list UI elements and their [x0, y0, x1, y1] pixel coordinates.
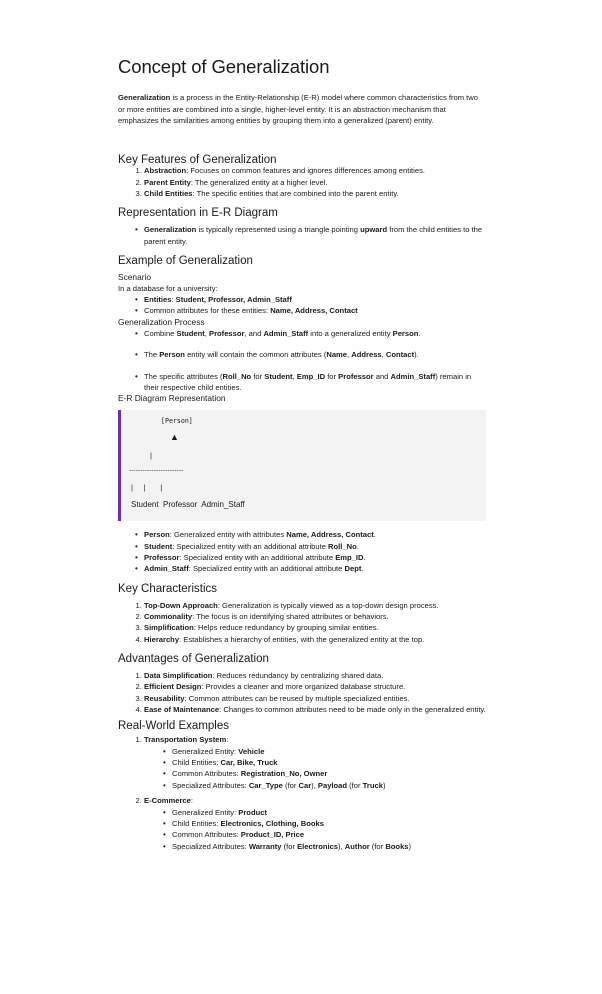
- item-term: Reusability: [144, 693, 185, 703]
- list-item: [144, 349, 486, 360]
- bold: Student: [264, 371, 293, 381]
- item-bold: Car_Type: [248, 780, 283, 790]
- list-item: [172, 807, 486, 818]
- diagram-dashes: ------------------------: [129, 467, 184, 475]
- list-item: [144, 563, 486, 574]
- text: ) remain in their respective child entities.: [144, 371, 472, 392]
- characteristics-heading: Key Characteristics: [118, 582, 218, 595]
- bold: Person: [159, 350, 185, 360]
- item-text: (for: [369, 841, 386, 851]
- list-item: [144, 611, 486, 622]
- item-term: Ease of Maintenance: [144, 705, 220, 715]
- list-item: [144, 165, 486, 176]
- item-bold: Product: [238, 807, 267, 817]
- item-bold: Product_ID, Price: [240, 830, 305, 840]
- entity-list: [118, 529, 486, 575]
- item-term: Professor: [144, 552, 180, 562]
- scenario-text: In a database for a university:: [118, 283, 218, 293]
- item-text: (for: [281, 841, 298, 851]
- list-item: [172, 746, 486, 757]
- item-text: Specialized Attributes:: [172, 841, 249, 851]
- item-term: Parent Entity: [144, 177, 191, 187]
- item-text: Specialized Attributes:: [172, 780, 249, 790]
- list-item: [172, 841, 486, 852]
- item-term: Entities: [144, 295, 172, 305]
- item-bold: Student, Professor, Admin_Staff: [175, 295, 292, 305]
- text: Combine: [144, 328, 177, 338]
- representation-section: [118, 207, 486, 247]
- item-text: :: [190, 796, 193, 806]
- bold: Professor: [209, 328, 245, 338]
- bold: Contact: [385, 350, 415, 360]
- text: and: [373, 371, 391, 381]
- item-term: Abstraction: [144, 166, 187, 176]
- real-world-heading: Real-World Examples: [118, 720, 229, 733]
- item-bold: Registration_No, Owner: [240, 769, 328, 779]
- process-list: [118, 328, 486, 394]
- item-term: Transportation System: [144, 735, 227, 745]
- list-item: [144, 600, 486, 611]
- item-term: Top-Down Approach: [144, 600, 218, 610]
- item-text: : Specialized entity with an additional attribute: [188, 564, 345, 574]
- item-text: : Specialized entity with an additional attribute: [172, 541, 329, 551]
- bold: Person: [392, 328, 419, 338]
- text: .: [418, 328, 421, 338]
- text: entity will contain the common attributes (: [184, 350, 327, 360]
- text: ,: [381, 350, 386, 360]
- list-item: [144, 634, 486, 645]
- item-text: .: [356, 541, 359, 551]
- key-features-heading: Key Features of Generalization: [118, 154, 277, 167]
- item-text: Child Entities:: [172, 819, 221, 829]
- list-item: [172, 818, 486, 829]
- text: , and: [244, 328, 264, 338]
- item-text: : The generalized entity at a higher level.: [190, 177, 328, 187]
- advantages-list: [118, 670, 486, 716]
- advantages-section: [118, 653, 486, 715]
- list-item: [144, 177, 486, 188]
- sub-list: [144, 807, 486, 853]
- scenario-list: [118, 294, 486, 317]
- bold: Address: [351, 350, 382, 360]
- item-bold: upward: [360, 225, 388, 235]
- item-text: .: [361, 564, 364, 574]
- list-item: [144, 294, 486, 305]
- item-bold: Car: [298, 780, 312, 790]
- item-text: ),: [338, 841, 345, 851]
- text: The specific attributes (: [144, 371, 223, 381]
- diagram-pipe: |: [150, 451, 152, 461]
- text: ).: [414, 350, 419, 360]
- item-bold: Warranty: [248, 841, 282, 851]
- list-item: [144, 795, 486, 852]
- text: ,: [204, 328, 209, 338]
- list-item: [172, 829, 486, 840]
- item-bold: Electronics: [297, 841, 339, 851]
- example-section: [118, 255, 486, 575]
- item-bold: Dept: [344, 564, 362, 574]
- item-text: Common Attributes:: [172, 830, 241, 840]
- item-text: : Generalized entity with attributes: [169, 530, 287, 540]
- item-term: Child Entities: [144, 188, 193, 198]
- list-item: [144, 622, 486, 633]
- process-heading: Generalization Process: [118, 316, 205, 327]
- item-term: Person: [144, 530, 170, 540]
- item-term: Commonality: [144, 611, 193, 621]
- list-item: [144, 371, 486, 394]
- item-text: : Establishes a hierarchy of entities, with the generalized entity at the top.: [179, 634, 425, 644]
- item-text: : Reduces redundancy by centralizing shared data.: [212, 670, 384, 680]
- text: ,: [347, 350, 352, 360]
- characteristics-section: [118, 583, 486, 645]
- item-text: Common Attributes:: [172, 769, 241, 779]
- item-text: : Helps reduce redundancy by grouping similar entities.: [193, 623, 379, 633]
- item-text: : Provides a cleaner and more organized database structure.: [201, 682, 406, 692]
- item-bold: Name, Address, Contact: [286, 530, 374, 540]
- item-bold: Author: [344, 841, 370, 851]
- item-bold: Roll_No: [328, 541, 357, 551]
- item-text: : Generalization is typically viewed as a top-down design process.: [217, 600, 439, 610]
- example-heading: Example of Generalization: [118, 254, 253, 267]
- characteristics-list: [118, 600, 486, 646]
- bold: Name: [326, 350, 348, 360]
- er-diagram-code-block: [118, 410, 486, 521]
- intro-paragraph: [118, 92, 486, 126]
- item-text: Generalized Entity:: [172, 746, 239, 756]
- item-text: Common attributes for these entities:: [144, 306, 271, 316]
- document-content: [118, 56, 486, 856]
- real-world-section: [118, 720, 486, 852]
- item-term: Data Simplification: [144, 670, 213, 680]
- text: for: [325, 371, 339, 381]
- list-item: [144, 224, 486, 247]
- item-text: ): [382, 780, 386, 790]
- representation-list: [118, 224, 486, 247]
- list-item: [172, 780, 486, 791]
- bold: Professor: [338, 371, 374, 381]
- er-diagram-heading: E-R Diagram Representation: [118, 393, 226, 404]
- item-bold: Emp_ID: [335, 552, 364, 562]
- generalization-triangle-icon: ▲: [170, 432, 179, 443]
- list-item: [144, 704, 486, 715]
- item-text: is typically represented using a triangle pointing: [196, 225, 361, 235]
- representation-heading: Representation in E-R Diagram: [118, 207, 278, 220]
- item-term: Efficient Design: [144, 682, 202, 692]
- key-features-section: [118, 154, 486, 199]
- list-item: [172, 757, 486, 768]
- item-bold: Car, Bike, Truck: [220, 758, 278, 768]
- list-item: [144, 670, 486, 681]
- text: ,: [292, 371, 297, 381]
- item-text: : The specific entities that are combined into the parent entity.: [192, 188, 399, 198]
- item-bold: Electronics, Clothing, Books: [220, 819, 324, 829]
- bold: Admin_Staff: [263, 328, 309, 338]
- item-term: Admin_Staff: [144, 564, 189, 574]
- item-text: : Specialized entity with an additional attribute: [179, 552, 336, 562]
- item-term: Simplification: [144, 623, 194, 633]
- list-item: [144, 541, 486, 552]
- item-text: : Common attributes can be reused by multiple specialized entities.: [184, 693, 410, 703]
- bold: Roll_No: [222, 371, 252, 381]
- list-item: [172, 768, 486, 779]
- list-item: [144, 328, 486, 339]
- list-item: [144, 188, 486, 199]
- text: for: [251, 371, 265, 381]
- scenario-heading: Scenario: [118, 271, 152, 282]
- item-text: .: [363, 552, 366, 562]
- item-text: .: [373, 530, 376, 540]
- item-text: Child Entities:: [172, 758, 221, 768]
- list-item: [144, 529, 486, 540]
- diagram-person: [Person]: [161, 417, 193, 426]
- item-text: : The focus is on identifying shared attributes or behaviors.: [192, 611, 389, 621]
- item-text: from the child entities to the parent entity.: [144, 225, 483, 246]
- sub-list: [144, 746, 486, 792]
- item-text: : Focuses on common features and ignores differences among entities.: [186, 166, 425, 176]
- item-text: (for: [282, 780, 299, 790]
- key-features-list: [118, 165, 486, 199]
- bold: Emp_ID: [296, 371, 326, 381]
- bold: Student: [176, 328, 205, 338]
- intro-text: is a process in the Entity-Relationship (E-R) model where common characteristics from two or more entities are combined into a single, higher-level entity. It is an abstraction mechanism that emphasizes the similarities among entities by grouping them into a generalized (parent) entity.: [118, 93, 478, 125]
- item-text: :: [226, 735, 229, 745]
- item-bold: Vehicle: [238, 746, 265, 756]
- diagram-pipes: | | |: [131, 483, 163, 493]
- list-item: [144, 734, 486, 791]
- item-term: Generalization: [144, 225, 197, 235]
- item-term: Hierarchy: [144, 634, 180, 644]
- text: The: [144, 350, 160, 360]
- item-bold: Truck: [362, 780, 383, 790]
- advantages-heading: Advantages of Generalization: [118, 653, 269, 666]
- item-colon: :: [171, 295, 176, 305]
- text: into a generalized entity: [308, 328, 393, 338]
- item-text: : Changes to common attributes need to be made only in the generalized entity.: [219, 705, 486, 715]
- list-item: [144, 305, 486, 316]
- item-term: E-Commerce: [144, 796, 191, 806]
- diagram-children: Student Professor Admin_Staff: [131, 500, 245, 510]
- item-bold: Name, Address, Contact: [270, 306, 358, 316]
- intro-term: Generalization: [118, 93, 171, 103]
- list-item: [144, 552, 486, 563]
- item-text: ): [408, 841, 412, 851]
- page-title: Concept of Generalization: [118, 56, 330, 77]
- item-bold: Payload: [317, 780, 348, 790]
- list-item: [144, 681, 486, 692]
- list-item: [144, 693, 486, 704]
- item-term: Student: [144, 541, 173, 551]
- item-bold: Books: [385, 841, 409, 851]
- real-world-list: [118, 734, 486, 852]
- bold: Admin_Staff: [390, 371, 436, 381]
- item-text: (for: [347, 780, 363, 790]
- item-text: Generalized Entity:: [172, 807, 239, 817]
- item-text: ),: [311, 780, 318, 790]
